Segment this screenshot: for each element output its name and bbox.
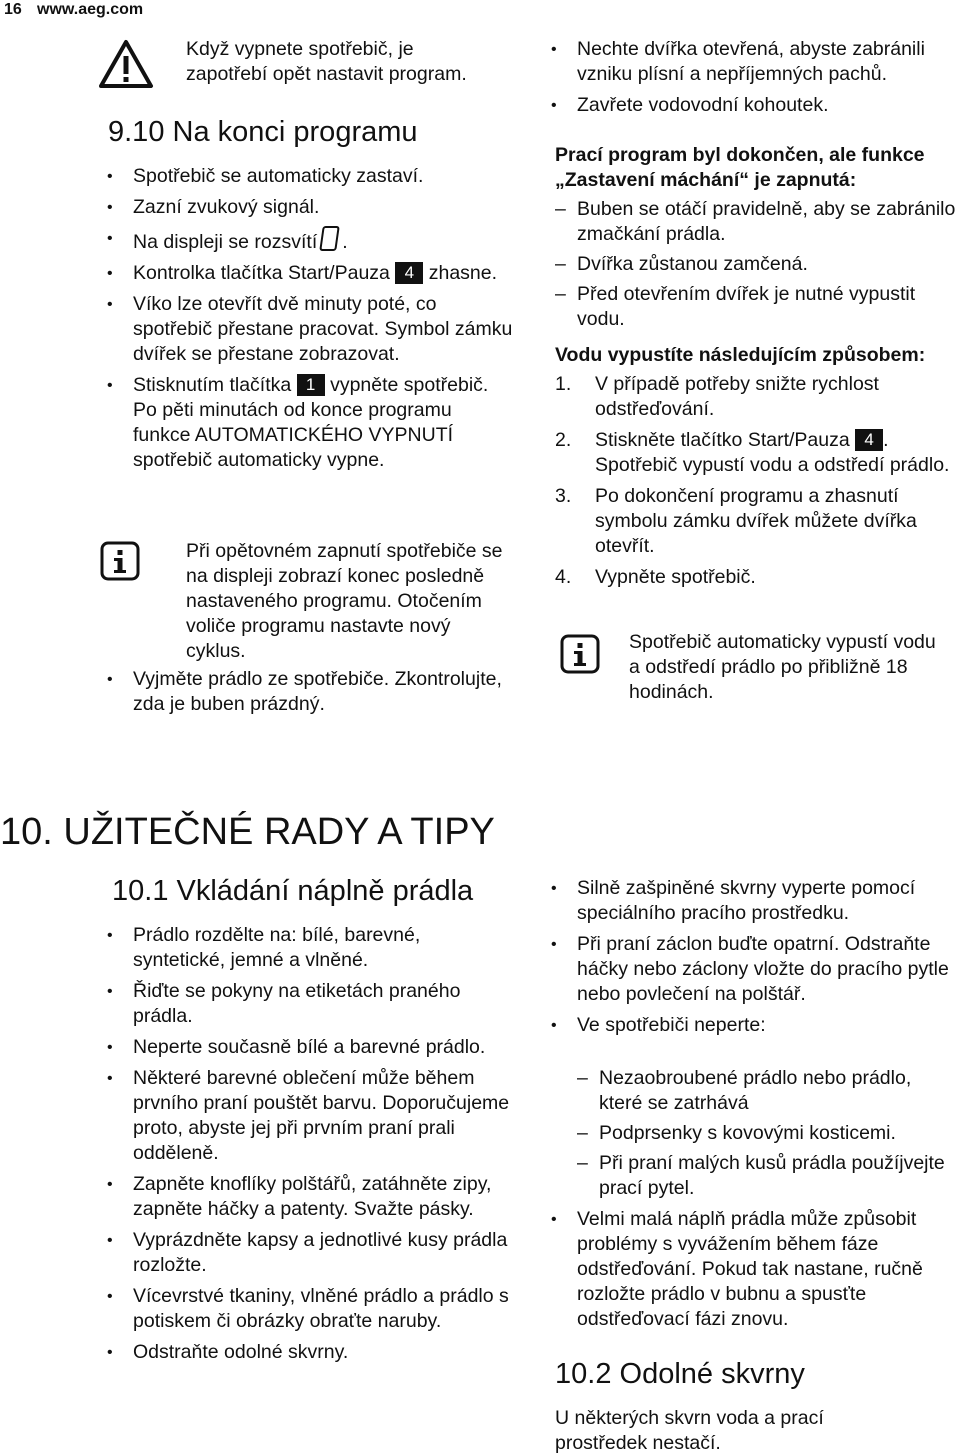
list-item: – Podprsenky s kovovými kosticemi. bbox=[599, 1121, 959, 1146]
small-load-list bbox=[577, 1207, 957, 1338]
do-not-wash-list bbox=[599, 1066, 959, 1206]
list-item: • Neperte současně bílé a barevné prádlo. bbox=[133, 1035, 513, 1060]
step-number: 2. bbox=[555, 429, 572, 451]
list-item: • Prádlo rozdělte na: bílé, barevné, syntetické, jemné a vlněné. bbox=[133, 923, 513, 973]
info-icon bbox=[100, 541, 140, 581]
drain-heading: Vodu vypustíte následujícím způsobem: bbox=[555, 344, 926, 366]
info-note: Při opětovném zapnutí spotřebiče se na displeji zobrazí konec posledně nastaveného programu. Otočením voliče programu nastavte nový cyklus. bbox=[186, 540, 503, 662]
list-item: • Víko lze otevřít dvě minuty poté, co spotřebič přestane pracovat. Symbol zámku dvířek se přestane zobrazovat. bbox=[133, 292, 513, 367]
list-item: • Zazní zvukový signál. bbox=[133, 195, 513, 220]
warning-icon bbox=[96, 36, 156, 94]
section-10-2-heading bbox=[555, 1357, 805, 1391]
list-item: • Ve spotřebiči neperte: bbox=[577, 1013, 957, 1038]
list-item: • Silně zašpiněné skvrny vyperte pomocí speciálního pracího prostředku. bbox=[577, 876, 957, 926]
list-item: • Stisknutím tlačítka 1 vypněte spotřebič. Po pěti minutách od konce programu funkce AUTOMATICKÉHO VYPNUTÍ spotřebič automaticky vypne. bbox=[133, 373, 513, 473]
list-item: • Vícevrstvé tkaniny, vlněné prádlo a prádlo s potiskem či obrázky obraťte naruby. bbox=[133, 1284, 513, 1334]
section-9-10-heading bbox=[108, 115, 418, 149]
list-item: • Vyjměte prádlo ze spotřebiče. Zkontrolujte, zda je buben prázdný. bbox=[133, 667, 513, 717]
page-header bbox=[0, 0, 960, 22]
section-number: 9.10 bbox=[108, 116, 165, 148]
step-item: 4. Vypněte spotřebič. bbox=[555, 566, 756, 588]
list-item: • Kontrolka tlačítka Start/Pauza 4 zhasne. bbox=[133, 261, 513, 286]
section-10-heading bbox=[0, 810, 495, 854]
section-10-1-heading bbox=[112, 874, 473, 908]
list-item: • Vyprázdněte kapsy a jednotlivé kusy prádla rozložte. bbox=[133, 1228, 513, 1278]
button-number-badge: 1 bbox=[297, 374, 325, 396]
section-title: Vkládání náplně prádla bbox=[176, 875, 474, 907]
display-zero-icon bbox=[319, 226, 340, 251]
loading-tips-list bbox=[133, 923, 513, 1371]
list-item: – Při praní malých kusů prádla použíjvejte prací pytel. bbox=[599, 1151, 959, 1201]
right-top-list bbox=[577, 37, 957, 124]
stain-text: U některých skvrn voda a prací prostředek nestačí. bbox=[555, 1407, 824, 1454]
list-item: – Nezaobroubené prádlo nebo prádlo, které se zatrhává bbox=[599, 1066, 959, 1116]
list-item: • Některé barevné oblečení může během prvního praní pouštět barvu. Doporučujeme proto, abyste jej při prvním praní prali odděleně. bbox=[133, 1066, 513, 1166]
page-number: 16 bbox=[4, 1, 22, 18]
list-item: • Spotřebič se automaticky zastaví. bbox=[133, 164, 513, 189]
list-item: – Před otevřením dvířek je nutné vypustit vodu. bbox=[577, 282, 957, 332]
info-icon bbox=[560, 634, 600, 674]
list-item: – Dvířka zůstanou zamčená. bbox=[577, 252, 957, 277]
section-title: Na konci programu bbox=[172, 116, 418, 148]
list-item: • Odstraňte odolné skvrny. bbox=[133, 1340, 513, 1365]
button-number-badge: 4 bbox=[395, 262, 423, 284]
section-number: 10. bbox=[0, 811, 53, 853]
right-bottom-list bbox=[577, 876, 957, 1044]
step-number: 3. bbox=[555, 485, 572, 507]
button-number-badge: 4 bbox=[855, 429, 883, 451]
step-number: 1. bbox=[555, 373, 572, 395]
list-item: • Řiďte se pokyny na etiketách praného prádla. bbox=[133, 979, 513, 1029]
section-number: 10.2 bbox=[555, 1358, 612, 1390]
section-title: UŽITEČNÉ RADY A TIPY bbox=[63, 811, 495, 853]
remove-laundry-list bbox=[133, 667, 513, 723]
rinse-hold-heading: Prací program byl dokončen, ale funkce „Zastavení máchání“ je zapnutá: bbox=[555, 144, 925, 191]
step-item: 2. Stiskněte tlačítko Start/Pauza 4 . Spotřebič vypustí vodu a odstředí prádlo. bbox=[555, 429, 950, 476]
info-note-right: Spotřebič automaticky vypustí vodu a odstředí prádlo po přibližně 18 hodinách. bbox=[629, 631, 936, 703]
list-item: • Nechte dvířka otevřená, abyste zabránili vzniku plísní a nepříjemných pachů. bbox=[577, 37, 957, 87]
section-title: Odolné skvrny bbox=[619, 1358, 805, 1390]
drain-steps bbox=[555, 372, 955, 596]
warning-note: Když vypnete spotřebič, je zapotřebí opět nastavit program. bbox=[186, 38, 467, 85]
list-item: • Zapněte knoflíky polštářů, zatáhněte zipy, zapněte háčky a patenty. Svažte pásky. bbox=[133, 1172, 513, 1222]
list-item: – Buben se otáčí pravidelně, aby se zabránilo zmačkání prádla. bbox=[577, 197, 957, 247]
section-number: 10.1 bbox=[112, 875, 169, 907]
list-item: • Velmi malá náplň prádla může způsobit problémy s vyvážením během fáze odstřeďování. Pokud tak nastane, ručně rozložte prádlo v bubnu a spusťte odstřeďovací fázi znovu. bbox=[577, 1207, 957, 1332]
list-item: • Při praní záclon buďte opatrní. Odstraňte háčky nebo záclony vložte do pracího pytle nebo povlečení na polštář. bbox=[577, 932, 957, 1007]
list-item: • Zavřete vodovodní kohoutek. bbox=[577, 93, 957, 118]
list-item: • Na displeji se rozsvítí . bbox=[133, 226, 513, 255]
end-of-program-list bbox=[133, 164, 513, 479]
step-item: 1. V případě potřeby snižte rychlost odstřeďování. bbox=[555, 373, 879, 420]
step-number: 4. bbox=[555, 566, 572, 588]
website: www.aeg.com bbox=[37, 1, 144, 18]
step-item: 3. Po dokončení programu a zhasnutí symbolu zámku dvířek můžete dvířka otevřít. bbox=[555, 485, 917, 557]
rinse-hold-list bbox=[577, 197, 957, 337]
